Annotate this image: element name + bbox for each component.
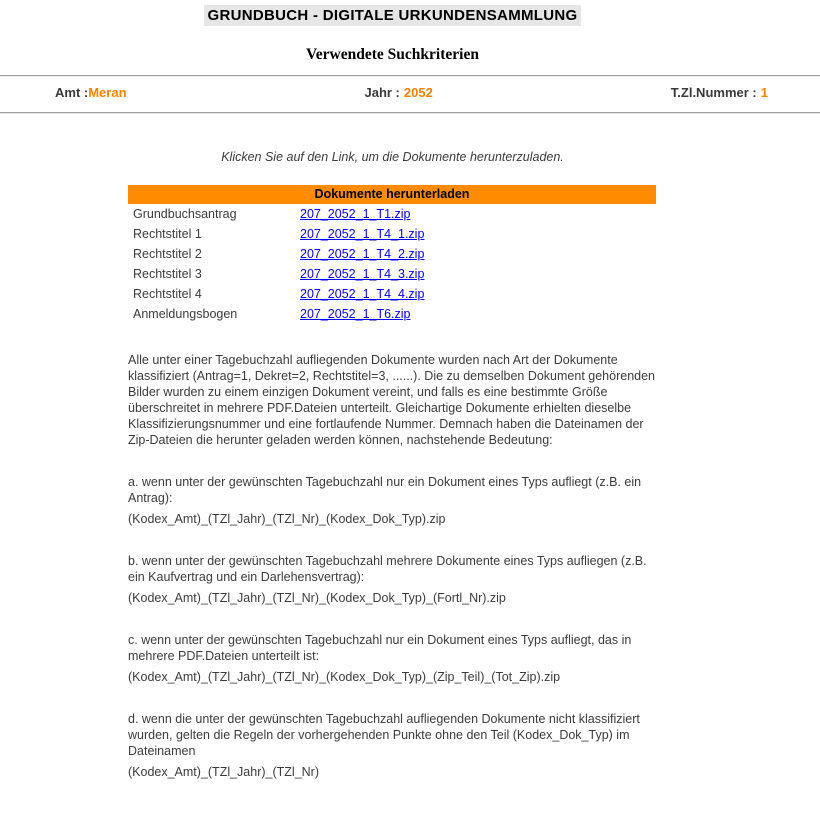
table-row [128,304,656,324]
table-row [128,284,656,304]
jahr-label: Jahr : [364,85,400,100]
case-c-description: c. wenn unter der gewünschten Tagebuchzahl nur ein Dokument eines Typs aufliegt, das in mehrere PDF.Dateien unterteilt ist: [128,633,632,663]
case-a-filename-pattern: (Kodex_Amt)_(TZl_Jahr)_(TZl_Nr)_(Kodex_Dok_Typ).zip [128,512,446,526]
document-type-label: Grundbuchsantrag [133,207,237,221]
download-link[interactable]: 207_2052_1_T4_2.zip [300,247,425,261]
case-c-filename-pattern: (Kodex_Amt)_(TZl_Jahr)_(TZl_Nr)_(Kodex_Dok_Typ)_(Zip_Teil)_(Tot_Zip).zip [128,670,561,684]
page-header [0,0,785,26]
page-subheader [0,46,785,64]
page-subtitle: Verwendete Suchkriterien [306,46,479,63]
table-row [128,224,656,244]
criteria-jahr [364,85,432,100]
amt-label: Amt : [55,85,89,100]
case-b-description: b. wenn unter der gewünschten Tagebuchzahl mehrere Dokumente eines Typs aufliegen (z.B. ein Kaufvertrag und ein Darlehensvertrag): [128,554,647,584]
download-link[interactable]: 207_2052_1_T4_3.zip [300,267,425,281]
downloads-table [128,185,656,324]
criteria-amt [55,85,127,100]
tzl-nummer-label: T.Zl.Nummer : [670,85,757,100]
case-c [128,632,658,685]
tzl-nummer-value: 1 [760,85,768,100]
case-d [128,711,658,780]
downloads-table-header: Dokumente herunterladen [128,185,656,204]
download-link[interactable]: 207_2052_1_T4_1.zip [300,227,425,241]
case-a [128,474,658,527]
case-d-filename-pattern: (Kodex_Amt)_(TZl_Jahr)_(TZl_Nr) [128,765,320,779]
download-link[interactable]: 207_2052_1_T6.zip [300,307,411,321]
page-title: GRUNDBUCH - DIGITALE URKUNDENSAMMLUNG [204,5,582,26]
document-type-label: Rechtstitel 3 [133,267,202,281]
document-type-label: Anmeldungsbogen [133,307,238,321]
explanation-intro: Alle unter einer Tagebuchzahl aufliegenden Dokumente wurden nach Art der Dokumente klassifiziert (Antrag=1, Dekret=2, Rechtstitel=3, ......). Die zu demselben Dokument gehörenden Bilder wurden zu einem einzigen Dokument vereint, und falls es eine bestimmte Größe überschreitet in mehrere PDF.Dateien unterteilt. Gleichartige Dokumente erhielten dieselbe Klassifizierungsnummer und eine fortlaufende Nummer. Demnach haben die Dateinamen der Zip-Dateien die herunter geladen werden können, nachstehende Bedeutung: [128,353,655,447]
criteria-tzl-nummer [671,85,768,100]
document-type-label: Rechtstitel 2 [133,247,202,261]
jahr-value: 2052 [403,85,433,100]
table-row [128,264,656,284]
document-type-label: Rechtstitel 4 [133,287,202,301]
download-link[interactable]: 207_2052_1_T1.zip [300,207,411,221]
table-row [128,204,656,224]
table-row [128,244,656,264]
case-b-filename-pattern: (Kodex_Amt)_(TZl_Jahr)_(TZl_Nr)_(Kodex_Dok_Typ)_(Fortl_Nr).zip [128,591,506,605]
case-a-description: a. wenn unter der gewünschten Tagebuchzahl nur ein Dokument eines Typs aufliegt (z.B. ein Antrag): [128,475,642,505]
download-instruction: Klicken Sie auf den Link, um die Dokumente herunterzuladen. [221,150,564,164]
case-d-description: d. wenn die unter der gewünschten Tagebuchzahl aufliegenden Dokumente nicht klassifiziert wurden, gelten die Regeln der vorhergehenden Punkte ohne den Teil (Kodex_Dok_Typ) im Dateinamen [128,712,640,758]
case-b [128,553,658,606]
download-link[interactable]: 207_2052_1_T4_4.zip [300,287,425,301]
document-type-label: Rechtstitel 1 [133,227,202,241]
amt-value: Meran [88,85,127,100]
criteria-bar [0,75,820,113]
